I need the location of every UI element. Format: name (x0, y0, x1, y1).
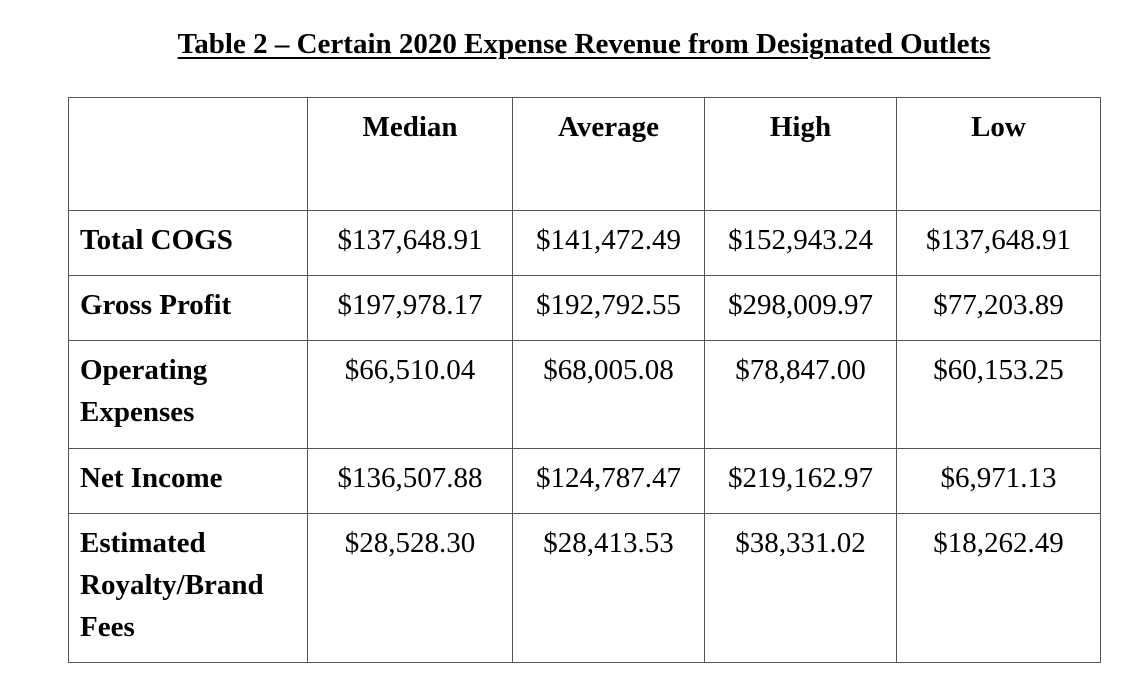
header-low: Low (897, 98, 1101, 211)
cell-average: $141,472.49 (513, 211, 705, 276)
cell-low: $6,971.13 (897, 449, 1101, 514)
table-row (69, 514, 1101, 663)
cell-median: $28,528.30 (308, 514, 513, 663)
table-row (69, 276, 1101, 341)
cell-high: $38,331.02 (705, 514, 897, 663)
cell-low: $137,648.91 (897, 211, 1101, 276)
table-row (69, 211, 1101, 276)
cell-high: $298,009.97 (705, 276, 897, 341)
cell-average: $124,787.47 (513, 449, 705, 514)
cell-median: $197,978.17 (308, 276, 513, 341)
table-row (69, 449, 1101, 514)
header-average: Average (513, 98, 705, 211)
table-row (69, 341, 1101, 449)
cell-high: $152,943.24 (705, 211, 897, 276)
cell-median: $137,648.91 (308, 211, 513, 276)
cell-average: $192,792.55 (513, 276, 705, 341)
cell-average: $68,005.08 (513, 341, 705, 449)
cell-median: $66,510.04 (308, 341, 513, 449)
cell-median: $136,507.88 (308, 449, 513, 514)
header-corner (69, 98, 308, 211)
table-title: Table 2 – Certain 2020 Expense Revenue from Designated Outlets (177, 28, 991, 60)
cell-average: $28,413.53 (513, 514, 705, 663)
row-label: Net Income (69, 449, 308, 514)
row-label: Total COGS (69, 211, 308, 276)
expense-revenue-table (68, 97, 1101, 663)
cell-high: $219,162.97 (705, 449, 897, 514)
header-row (69, 98, 1101, 211)
header-median: Median (308, 98, 513, 211)
cell-low: $18,262.49 (897, 514, 1101, 663)
cell-low: $60,153.25 (897, 341, 1101, 449)
cell-high: $78,847.00 (705, 341, 897, 449)
cell-low: $77,203.89 (897, 276, 1101, 341)
header-high: High (705, 98, 897, 211)
row-label: Gross Profit (69, 276, 308, 341)
row-label: Operating Expenses (69, 341, 308, 449)
row-label: Estimated Royalty/Brand Fees (69, 514, 308, 663)
